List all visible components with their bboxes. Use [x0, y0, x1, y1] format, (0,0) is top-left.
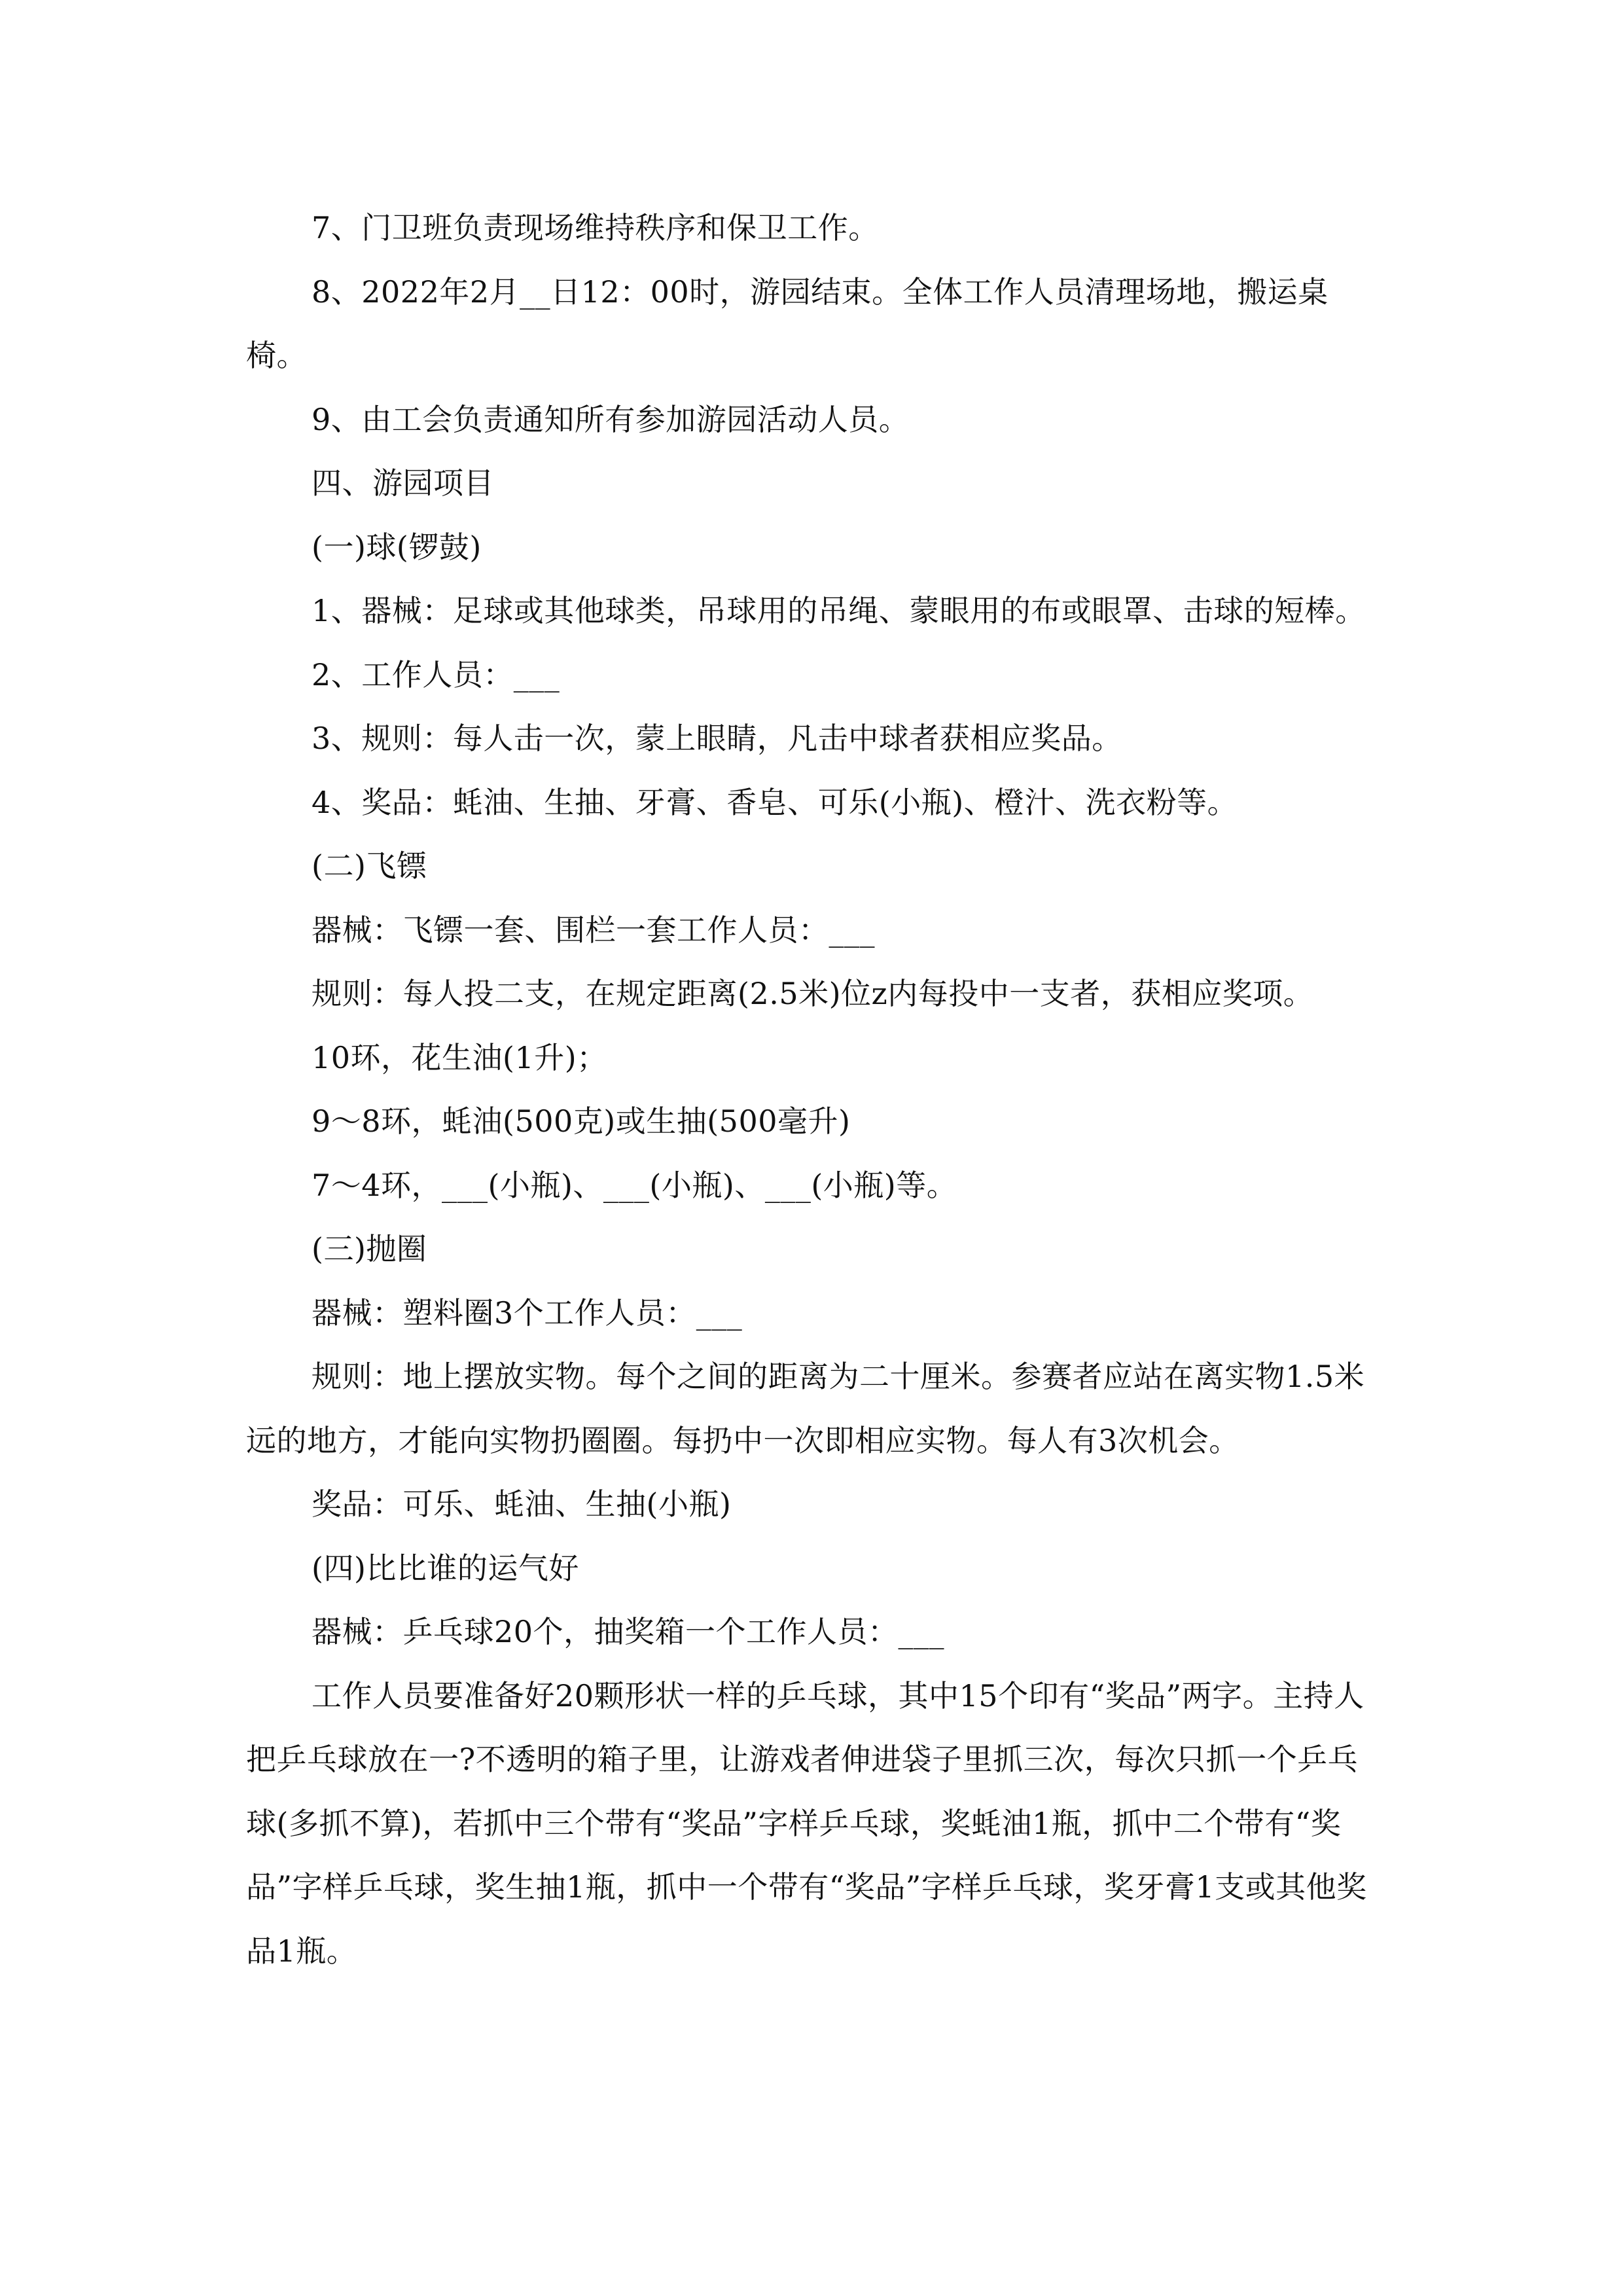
paragraph-luck-equipment: 器械：乒乓球20个，抽奖箱一个工作人员：___	[312, 1614, 945, 1649]
paragraph-ring-toss-rules: 规则：地上摆放实物。每个之间的距离为二十厘米。参赛者应站在离实物1.5米远的地方，才能向实物扔圈圈。每扔中一次即相应实物。每人有3次机会。	[246, 1359, 1365, 1458]
paragraph-ring-toss-equipment: 器械：塑料圈3个工作人员：___	[312, 1295, 743, 1331]
paragraph-staff: 2、工作人员：___	[312, 656, 560, 692]
paragraph-luck-rules: 工作人员要准备好20颗形状一样的乒乓球，其中15个印有“奖品”两字。主持人把乒乓球放在一?不透明的箱子里，让游戏者伸进袋子里抓三次，每次只抓一个乒乓球(多抓不算)，若抓中三个带有“奖品”字样乒乓球，奖蚝油1瓶，抓中二个带有“奖品”字样乒乓球，奖生抽1瓶，抓中一个带有“奖品”字样乒乓球，奖牙膏1支或其他奖品1瓶。	[246, 1677, 1367, 1969]
paragraph-item-7: 7、门卫班负责现场维持秩序和保卫工作。	[312, 210, 879, 245]
paragraph-darts-ring-7-4: 7～4环，___(小瓶)、___(小瓶)、___(小瓶)等。	[312, 1167, 957, 1203]
paragraph-prizes: 4、奖品：蚝油、生抽、牙膏、香皂、可乐(小瓶)、橙汁、洗衣粉等。	[312, 784, 1238, 820]
paragraph-equipment: 1、器械：足球或其他球类，吊球用的吊绳、蒙眼用的布或眼罩、击球的短棒。	[312, 593, 1366, 628]
subsection-heading-ring-toss: (三)抛圈	[312, 1231, 427, 1266]
section-heading: 四、游园项目	[312, 465, 494, 501]
paragraph-item-8: 8、2022年2月__日12：00时，游园结束。全体工作人员清理场地，搬运桌椅。	[246, 274, 1329, 373]
subsection-heading-ball: (一)球(锣鼓)	[312, 529, 482, 565]
subsection-heading-luck: (四)比比谁的运气好	[312, 1550, 579, 1586]
paragraph-rules: 3、规则：每人击一次，蒙上眼睛，凡击中球者获相应奖品。	[312, 721, 1122, 756]
paragraph-darts-equipment: 器械：飞镖一套、围栏一套工作人员：___	[312, 912, 875, 948]
paragraph-darts-rules: 规则：每人投二支，在规定距离(2.5米)位z内每投中一支者，获相应奖项。	[312, 976, 1314, 1011]
paragraph-item-9: 9、由工会负责通知所有参加游园活动人员。	[312, 401, 910, 437]
subsection-heading-darts: (二)飞镖	[312, 848, 427, 884]
paragraph-ring-toss-prizes: 奖品：可乐、蚝油、生抽(小瓶)	[312, 1486, 732, 1522]
paragraph-darts-ring-10: 10环，花生油(1升)；	[312, 1039, 607, 1075]
document-body	[246, 196, 1378, 1983]
paragraph-darts-ring-9-8: 9～8环，蚝油(500克)或生抽(500毫升)	[312, 1103, 851, 1139]
